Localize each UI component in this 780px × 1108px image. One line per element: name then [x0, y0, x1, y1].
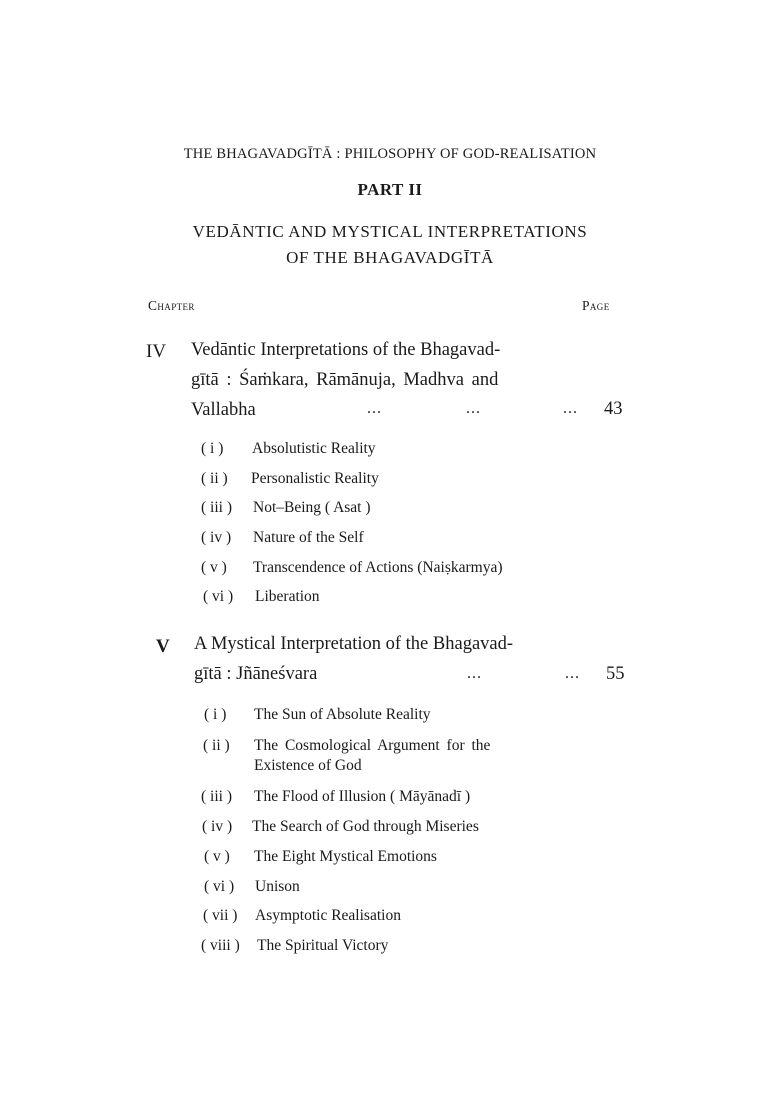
- column-header-chapter: Chapter: [148, 298, 195, 313]
- subsection-number: ( i ): [201, 440, 224, 457]
- subsection-title: Liberation: [255, 588, 320, 605]
- column-header-page: Page: [582, 298, 610, 313]
- chapter-number: V: [156, 636, 170, 657]
- chapter-title-line: gītā : Śaṁkara, Rāmānuja, Madhva and: [191, 370, 499, 390]
- subsection-number: ( iii ): [201, 788, 232, 805]
- subsection-number: ( iii ): [201, 499, 232, 516]
- subsection-number: ( vii ): [203, 907, 238, 924]
- part-title: PART II: [357, 180, 423, 199]
- subsection-number: ( iv ): [202, 818, 233, 835]
- running-head: THE BHAGAVADGĪTĀ : PHILOSOPHY OF GOD-REALISATION: [183, 146, 597, 162]
- leader-dots: ...: [565, 665, 580, 682]
- subsection-title: Nature of the Self: [253, 529, 364, 546]
- subsection-title: The Eight Mystical Emotions: [254, 848, 437, 865]
- subsection-number: ( v ): [201, 559, 227, 576]
- subsection-title: Transcendence of Actions (Naiṣkarmya): [253, 559, 503, 576]
- subsection-title: The Spiritual Victory: [257, 937, 389, 954]
- leader-dots: ...: [466, 400, 481, 417]
- chapter-title-line: Vedāntic Interpretations of the Bhagavad-: [191, 340, 501, 360]
- subsection-title: Absolutistic Reality: [252, 440, 376, 457]
- chapter-title-line: Vallabha: [191, 400, 256, 420]
- chapter-title-line: A Mystical Interpretation of the Bhagavad-: [194, 634, 514, 654]
- page-number: 43: [604, 399, 623, 419]
- subsection-number: ( viii ): [201, 937, 240, 954]
- leader-dots: ...: [367, 400, 382, 417]
- leader-dots: ...: [563, 400, 578, 417]
- subsection-title: Unison: [255, 878, 300, 895]
- subsection-title: The Sun of Absolute Reality: [254, 706, 431, 723]
- subsection-title: The Flood of Illusion ( Māyānadī ): [254, 788, 471, 805]
- subsection-number: ( v ): [204, 848, 230, 865]
- subsection-number: ( ii ): [203, 737, 230, 754]
- subsection-title: Personalistic Reality: [251, 470, 379, 487]
- subsection-number: ( iv ): [201, 529, 232, 546]
- page-number: 55: [606, 664, 625, 684]
- subsection-title: Not–Being ( Asat ): [253, 499, 371, 516]
- section-title-line-2: OF THE BHAGAVADGĪTĀ: [286, 248, 494, 267]
- subsection-number: ( i ): [204, 706, 227, 723]
- subsection-title: The Cosmological Argument for the: [254, 737, 491, 754]
- subsection-title: Asymptotic Realisation: [255, 907, 401, 924]
- section-title-line-1: VEDĀNTIC AND MYSTICAL INTERPRETATIONS: [192, 222, 588, 241]
- subsection-number: ( vi ): [203, 588, 234, 605]
- subsection-title-continued: Existence of God: [254, 757, 362, 774]
- subsection-number: ( ii ): [201, 470, 228, 487]
- leader-dots: ...: [467, 665, 482, 682]
- subsection-title: The Search of God through Miseries: [252, 818, 479, 835]
- subsection-number: ( vi ): [204, 878, 235, 895]
- chapter-title-line: gītā : Jñāneśvara: [194, 664, 318, 684]
- chapter-number: IV: [146, 341, 167, 362]
